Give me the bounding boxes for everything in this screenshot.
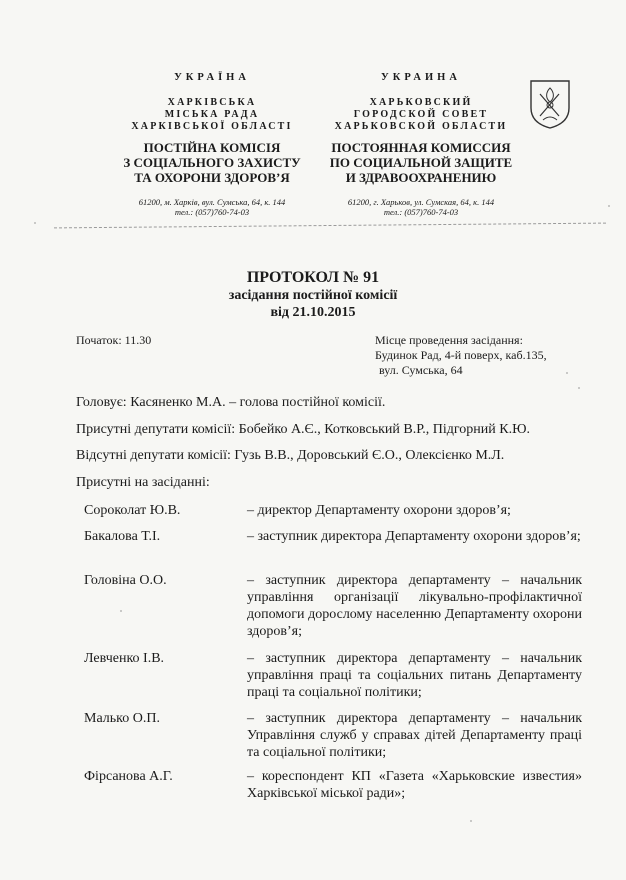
commission-ua (112, 140, 312, 185)
address-ru (328, 197, 514, 217)
attendee-name: Бакалова Т.І. (84, 529, 161, 544)
attendee-name: Головіна О.О. (84, 573, 167, 588)
protocol-date: від 21.10.2015 (270, 305, 356, 320)
address-ua (112, 197, 312, 217)
commission-ua-line-3: ТА ОХОРОНИ ЗДОРОВ’Я (134, 170, 290, 185)
scan-speck (578, 387, 580, 389)
commission-ru-line-1: ПОСТОЯННАЯ КОМИССИЯ (331, 140, 511, 155)
attendee-role: – заступник директора департаменту – начальник управління праці та соціальних питань Департаменту праці та соціальної політики; (247, 651, 582, 700)
commission-ru (328, 140, 514, 185)
protocol-subtitle: засідання постійної комісії (228, 288, 398, 303)
council-ua-line-3: ХАРКІВСЬКОЇ ОБЛАСТІ (131, 121, 293, 132)
address-ua-street: 61200, м. Харків, вул. Сумська, 64, к. 144 (138, 197, 286, 207)
commission-ru-line-2: ПО СОЦИАЛЬНОЙ ЗАЩИТЕ (329, 155, 513, 170)
council-ru-line-3: ХАРЬКОВСКОЙ ОБЛАСТИ (334, 121, 508, 132)
scan-speck (34, 222, 36, 224)
commission-ru-line-3: И ЗДРАВООХРАНЕНИЮ (345, 170, 497, 185)
attendees-label: Присутні на засіданні: (76, 475, 210, 490)
address-ua-phone: тел.: (057)760-74-03 (174, 207, 250, 217)
commission-ua-line-1: ПОСТІЙНА КОМІСІЯ (143, 140, 281, 155)
address-ru-street: 61200, г. Харьков, ул. Сумская, 64, к. 144 (347, 197, 495, 207)
venue-street: вул. Сумська, 64 (379, 363, 463, 377)
country-ua: УКРАЇНА (174, 72, 250, 83)
meeting-start-time: Початок: 11.30 (76, 333, 152, 347)
commission-ua-line-2: З СОЦІАЛЬНОГО ЗАХИСТУ (123, 155, 301, 170)
attendee-name: Сороколат Ю.В. (84, 503, 181, 518)
attendee-name: Левченко І.В. (84, 651, 165, 666)
scan-speck (120, 610, 122, 612)
attendee-role: – заступник директора департаменту – начальник управління організації лікувально-профілактичної допомоги дорослому населенню Департаменту охорони здоров’я; (247, 573, 582, 639)
protocol-title (0, 268, 626, 321)
present-deputies-line: Присутні депутати комісії: Бобейко А.Є., Котковський В.Р., Підгорний К.Ю. (76, 422, 530, 437)
council-ru-line-2: ГОРОДСКОЙ СОВЕТ (353, 109, 489, 120)
address-ru-phone: тел.: (057)760-74-03 (383, 207, 459, 217)
venue-building: Будинок Рад, 4-й поверх, каб.135, (375, 348, 547, 362)
meeting-venue (375, 333, 547, 378)
absent-deputies-line: Відсутні депутати комісії: Гузь В.В., Доровський Є.О., Олексієнко М.Л. (76, 448, 505, 463)
letterhead-ukrainian (112, 72, 312, 217)
council-ua-line-1: ХАРКІВСЬКА (167, 97, 257, 108)
attendee-name: Фірсанова А.Г. (84, 769, 173, 784)
attendee-role: – директор Департаменту охорони здоров’я; (247, 503, 511, 518)
attendee-role: – заступник директора Департаменту охорони здоров’я; (247, 529, 581, 544)
scan-speck (470, 820, 472, 822)
kharkiv-coat-of-arms-icon (528, 78, 572, 130)
attendee-name: Малько О.П. (84, 711, 160, 726)
attendee-role: – заступник директора департаменту – начальник Управління служб у справах дітей Департаменту праці та соціальної політики; (247, 711, 582, 760)
letterhead-divider (54, 223, 606, 229)
attendee-role: – кореспондент КП «Газета «Харьковские известия» Харківської міської ради»; (247, 769, 582, 801)
chair-line: Головує: Касяненко М.А. – голова постійної комісії. (76, 395, 386, 410)
venue-label: Місце проведення засідання: (375, 333, 523, 347)
letterhead-russian (328, 72, 514, 217)
country-ru: УКРАИНА (381, 72, 461, 83)
council-ru-line-1: ХАРЬКОВСКИЙ (369, 97, 473, 108)
protocol-number: ПРОТОКОЛ № 91 (246, 269, 380, 286)
scan-speck (608, 205, 610, 207)
scan-speck (566, 372, 568, 374)
council-ua-line-2: МІСЬКА РАДА (164, 109, 260, 120)
